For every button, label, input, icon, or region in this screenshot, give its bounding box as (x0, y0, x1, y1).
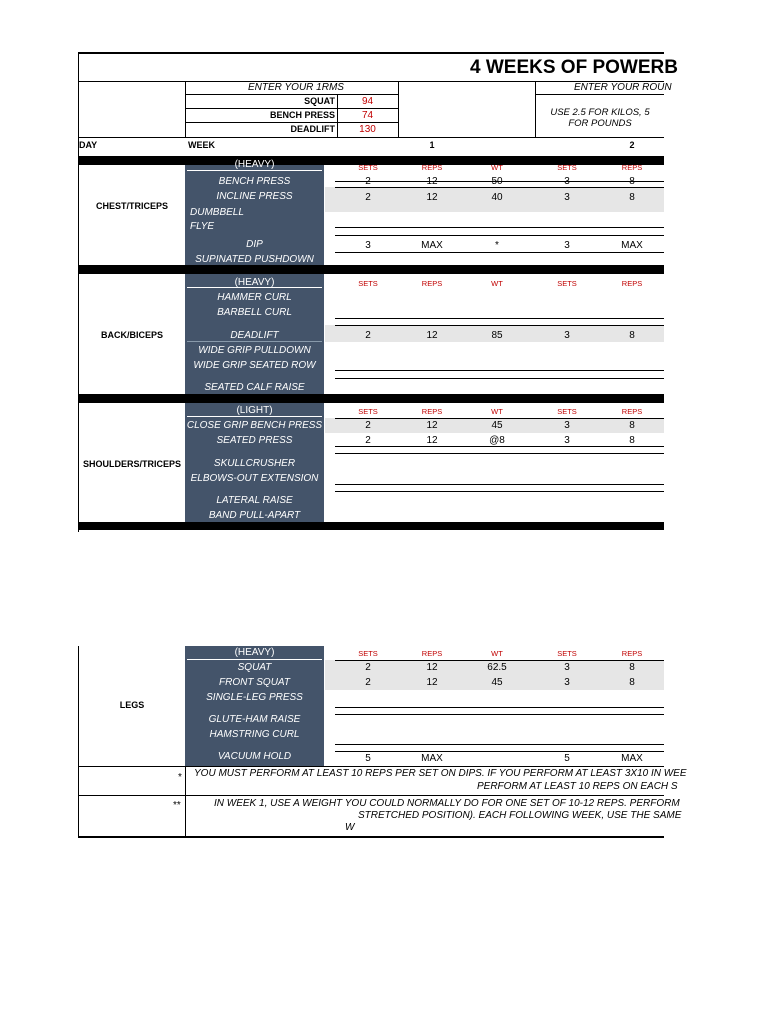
col-header: REPS (421, 407, 443, 416)
col-header: SETS (358, 649, 378, 658)
rm-value-squat[interactable]: 94 (361, 96, 374, 107)
cell-reps: 8 (629, 662, 635, 673)
cell-sets: 3 (564, 176, 570, 187)
cell-wt: @8 (489, 435, 505, 446)
exercise-name: INCLINE PRESS (216, 191, 293, 202)
rm-label-deadlift: DEADLIFT (290, 124, 335, 134)
exercise-name: BAND PULL-APART (208, 510, 301, 521)
cell-sets: 2 (365, 420, 371, 431)
cell-reps: 8 (629, 176, 635, 187)
exercise-name: DIP (246, 239, 263, 250)
cell-sets: 2 (365, 192, 371, 203)
page-title: 4 WEEKS OF POWERB (470, 57, 678, 78)
cell-reps: 8 (629, 677, 635, 688)
note-text: PERFORM AT LEAST 10 REPS ON EACH S (477, 781, 678, 792)
exercise-name: BARBELL CURL (217, 307, 292, 318)
exercise-name: BENCH PRESS (218, 176, 291, 187)
cell-reps: MAX (421, 240, 443, 251)
cell-wt: 40 (491, 192, 503, 203)
exercise-name: GLUTE-HAM RAISE (208, 714, 301, 725)
col-header: SETS (557, 407, 577, 416)
note-text: IN WEEK 1, USE A WEIGHT YOU COULD NORMALLY DO FOR ONE SET OF 10-12 REPS. PERFORM (214, 798, 680, 809)
category-legs: LEGS (119, 700, 145, 710)
week-label: WEEK (188, 140, 215, 150)
cell-reps: 12 (426, 677, 438, 688)
cell-sets: 5 (564, 753, 570, 764)
cell-sets: 2 (365, 677, 371, 688)
col-header: REPS (621, 407, 643, 416)
col-header: SETS (557, 163, 577, 172)
cell-wt: 62.5 (487, 662, 507, 673)
cell-sets: 5 (365, 753, 371, 764)
exercise-name: FLYE (190, 221, 215, 232)
exercise-name: SEATED PRESS (216, 435, 293, 446)
exercise-name: SKULLCRUSHER (213, 458, 296, 469)
exercise-name: SQUAT (237, 662, 272, 673)
cell-reps: 8 (629, 330, 635, 341)
col-header: WT (491, 163, 503, 172)
rm-value-bench[interactable]: 74 (361, 110, 374, 121)
rm-label-squat: SQUAT (304, 96, 335, 106)
note-text: W (345, 822, 355, 833)
cell-sets: 3 (564, 662, 570, 673)
cell-wt: 85 (491, 330, 503, 341)
week-2-label: 2 (629, 140, 635, 150)
category-chest-triceps: CHEST/TRICEPS (95, 201, 168, 211)
cell-wt: 45 (491, 420, 503, 431)
exercise-name: HAMSTRING CURL (209, 729, 300, 740)
exercise-name: DEADLIFT (230, 330, 279, 341)
col-header: SETS (358, 407, 378, 416)
exercise-name: FRONT SQUAT (219, 677, 290, 688)
cell-wt: 45 (491, 677, 503, 688)
cell-sets: 2 (365, 330, 371, 341)
col-header: SETS (358, 279, 378, 288)
col-header: REPS (421, 163, 443, 172)
cell-sets: 2 (365, 435, 371, 446)
cell-sets: 3 (564, 677, 570, 688)
rounding-heading: ENTER YOUR ROUN (574, 82, 672, 93)
cell-sets: 2 (365, 176, 371, 187)
exercise-name: SUPINATED PUSHDOWN (195, 254, 314, 265)
cell-reps: 8 (629, 192, 635, 203)
cell-sets: 3 (564, 192, 570, 203)
exercise-name: DUMBBELL (190, 207, 244, 218)
cell-sets: 3 (564, 420, 570, 431)
col-header: REPS (621, 163, 643, 172)
intensity-label: (HEAVY) (234, 277, 275, 288)
cell-reps: 8 (629, 420, 635, 431)
col-header: SETS (557, 649, 577, 658)
cell-reps: MAX (621, 753, 643, 764)
col-header: REPS (421, 649, 443, 658)
cell-sets: 3 (564, 330, 570, 341)
cell-reps: 12 (426, 330, 438, 341)
week-1-label: 1 (429, 140, 435, 150)
col-header: REPS (621, 649, 643, 658)
cell-sets: 3 (365, 240, 371, 251)
col-header: WT (491, 407, 503, 416)
col-header: SETS (557, 279, 577, 288)
exercise-name: SINGLE-LEG PRESS (206, 692, 303, 703)
note-marker: * (178, 772, 182, 783)
rm-heading: ENTER YOUR 1RMS (248, 82, 344, 93)
cell-reps: MAX (421, 753, 443, 764)
cell-reps: 12 (426, 435, 438, 446)
rm-value-deadlift[interactable]: 130 (359, 124, 376, 135)
intensity-label: (LIGHT) (236, 405, 273, 416)
exercise-name: CLOSE GRIP BENCH PRESS (186, 420, 323, 431)
exercise-name: WIDE GRIP PULLDOWN (198, 345, 311, 356)
col-header: SETS (358, 163, 378, 172)
cell-reps: 12 (426, 420, 438, 431)
intensity-label: (HEAVY) (234, 159, 275, 170)
intensity-label: (HEAVY) (234, 647, 275, 658)
col-header: WT (491, 279, 503, 288)
exercise-name: SEATED CALF RAISE (204, 382, 305, 393)
exercise-name: ELBOWS-OUT EXTENSION (190, 473, 319, 484)
exercise-name: HAMMER CURL (217, 292, 292, 303)
cell-reps: MAX (621, 240, 643, 251)
col-header: REPS (421, 279, 443, 288)
cell-sets: 3 (564, 240, 570, 251)
col-header: WT (491, 649, 503, 658)
exercise-name: LATERAL RAISE (216, 495, 293, 506)
note-text: STRETCHED POSITION). EACH FOLLOWING WEEK, USE THE SAME (358, 810, 682, 821)
rm-label-bench: BENCH PRESS (269, 110, 335, 120)
rounding-note: USE 2.5 FOR KILOS, 5 FOR POUNDS (550, 107, 650, 129)
cell-wt: 50 (491, 176, 503, 187)
note-marker: ** (173, 800, 181, 811)
note-text: YOU MUST PERFORM AT LEAST 10 REPS PER SET ON DIPS. IF YOU PERFORM AT LEAST 3X10 IN WEE (194, 768, 687, 779)
category-back-biceps: BACK/BICEPS (100, 330, 163, 340)
cell-sets: 2 (365, 662, 371, 673)
cell-reps: 12 (426, 176, 438, 187)
cell-reps: 12 (426, 662, 438, 673)
cell-sets: 3 (564, 435, 570, 446)
exercise-name: VACUUM HOLD (217, 751, 292, 762)
cell-reps: 12 (426, 192, 438, 203)
cell-wt: * (495, 240, 499, 251)
day-label: DAY (79, 140, 98, 150)
category-shoulders-triceps: SHOULDERS/TRICEPS (82, 459, 181, 469)
exercise-name: WIDE GRIP SEATED ROW (193, 360, 316, 371)
cell-reps: 8 (629, 435, 635, 446)
col-header: REPS (621, 279, 643, 288)
